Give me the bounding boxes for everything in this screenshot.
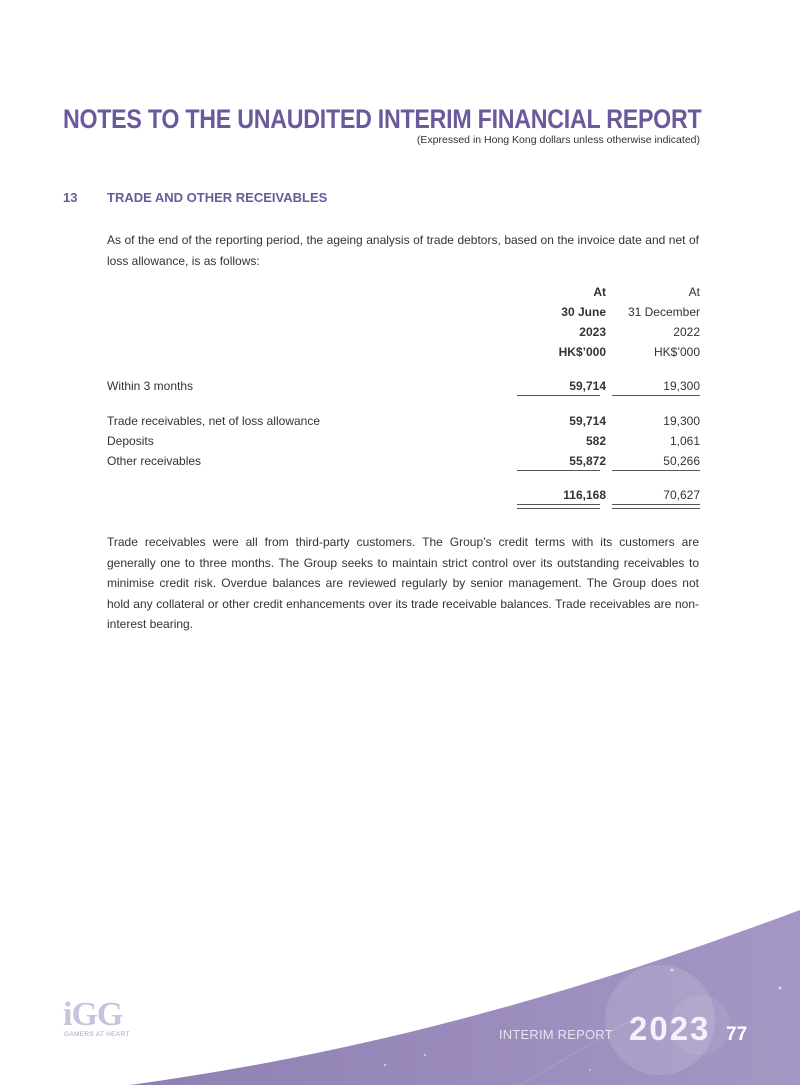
- table-row: [107, 454, 707, 474]
- row-label: Within 3 months: [107, 379, 194, 393]
- page-title: NOTES TO THE UNAUDITED INTERIM FINANCIAL REPORT: [62, 104, 701, 134]
- closing-paragraph: Trade receivables were all from third-party customers. The Group’s credit terms with its customers are generally one to three months. The Group seeks to maintain strict control over its outstanding receivables to minimise credit risk. Overdue balances are reviewed regularly by senior management. The Group does not hold any collateral or other credit enhancements over its trade receivable balances. Trade receivables are non-interest bearing.: [107, 535, 699, 631]
- col1-header: At: [593, 285, 606, 299]
- col2-header: 31 December: [627, 305, 700, 319]
- table-row: [107, 414, 707, 434]
- row-value-2023: 55,872: [569, 454, 606, 468]
- section-title: TRADE AND OTHER RECEIVABLES: [107, 190, 328, 205]
- subtotal-rule: [517, 470, 600, 471]
- col1-header: 2023: [579, 325, 606, 339]
- subtotal-rule: [517, 395, 600, 396]
- report-year: 2023: [629, 1010, 711, 1047]
- col1-header: 30 June: [561, 305, 606, 319]
- subtotal-rule: [612, 470, 700, 471]
- page-subtitle: (Expressed in Hong Kong dollars unless otherwise indicated): [416, 134, 700, 146]
- section-heading: [63, 190, 327, 205]
- footer-wave-decoration: [0, 880, 800, 1085]
- table-row: [107, 434, 707, 454]
- row-label: Deposits: [107, 434, 154, 448]
- row-value-2022: 19,300: [663, 379, 700, 393]
- row-value-2022: 19,300: [663, 414, 700, 428]
- total-value-2022: 70,627: [663, 488, 700, 502]
- row-label: Other receivables: [107, 454, 202, 468]
- table-row: [107, 379, 707, 399]
- logo-tagline: GAMERS AT HEART: [64, 1031, 130, 1038]
- logo-wordmark: iGG: [63, 996, 123, 1033]
- total-double-rule: [612, 504, 700, 509]
- row-value-2023: 59,714: [569, 414, 606, 428]
- report-label: INTERIM REPORT: [499, 1027, 613, 1042]
- igg-logo: [63, 993, 143, 1043]
- table-header-row: [107, 305, 707, 325]
- row-value-2022: 50,266: [663, 454, 700, 468]
- row-value-2023: 582: [585, 434, 606, 448]
- row-label: Trade receivables, net of loss allowance: [107, 414, 320, 428]
- col2-header: At: [688, 285, 700, 299]
- row-value-2023: 59,714: [569, 379, 606, 393]
- table-header-row: [107, 325, 707, 345]
- page-number: 77: [726, 1024, 748, 1045]
- section-number: 13: [63, 190, 78, 205]
- subtotal-rule: [612, 395, 700, 396]
- table-header-row: [107, 285, 707, 305]
- col1-header: HK$’000: [558, 345, 606, 359]
- table-header-row: [107, 345, 707, 365]
- col2-header: HK$’000: [653, 345, 700, 359]
- col2-header: 2022: [673, 325, 700, 339]
- intro-paragraph: As of the end of the reporting period, the ageing analysis of trade debtors, based on the invoice date and net of loss allowance, is as follows:: [107, 233, 699, 268]
- row-value-2022: 1,061: [669, 434, 700, 448]
- total-value-2023: 116,168: [563, 488, 606, 502]
- total-double-rule: [517, 504, 600, 509]
